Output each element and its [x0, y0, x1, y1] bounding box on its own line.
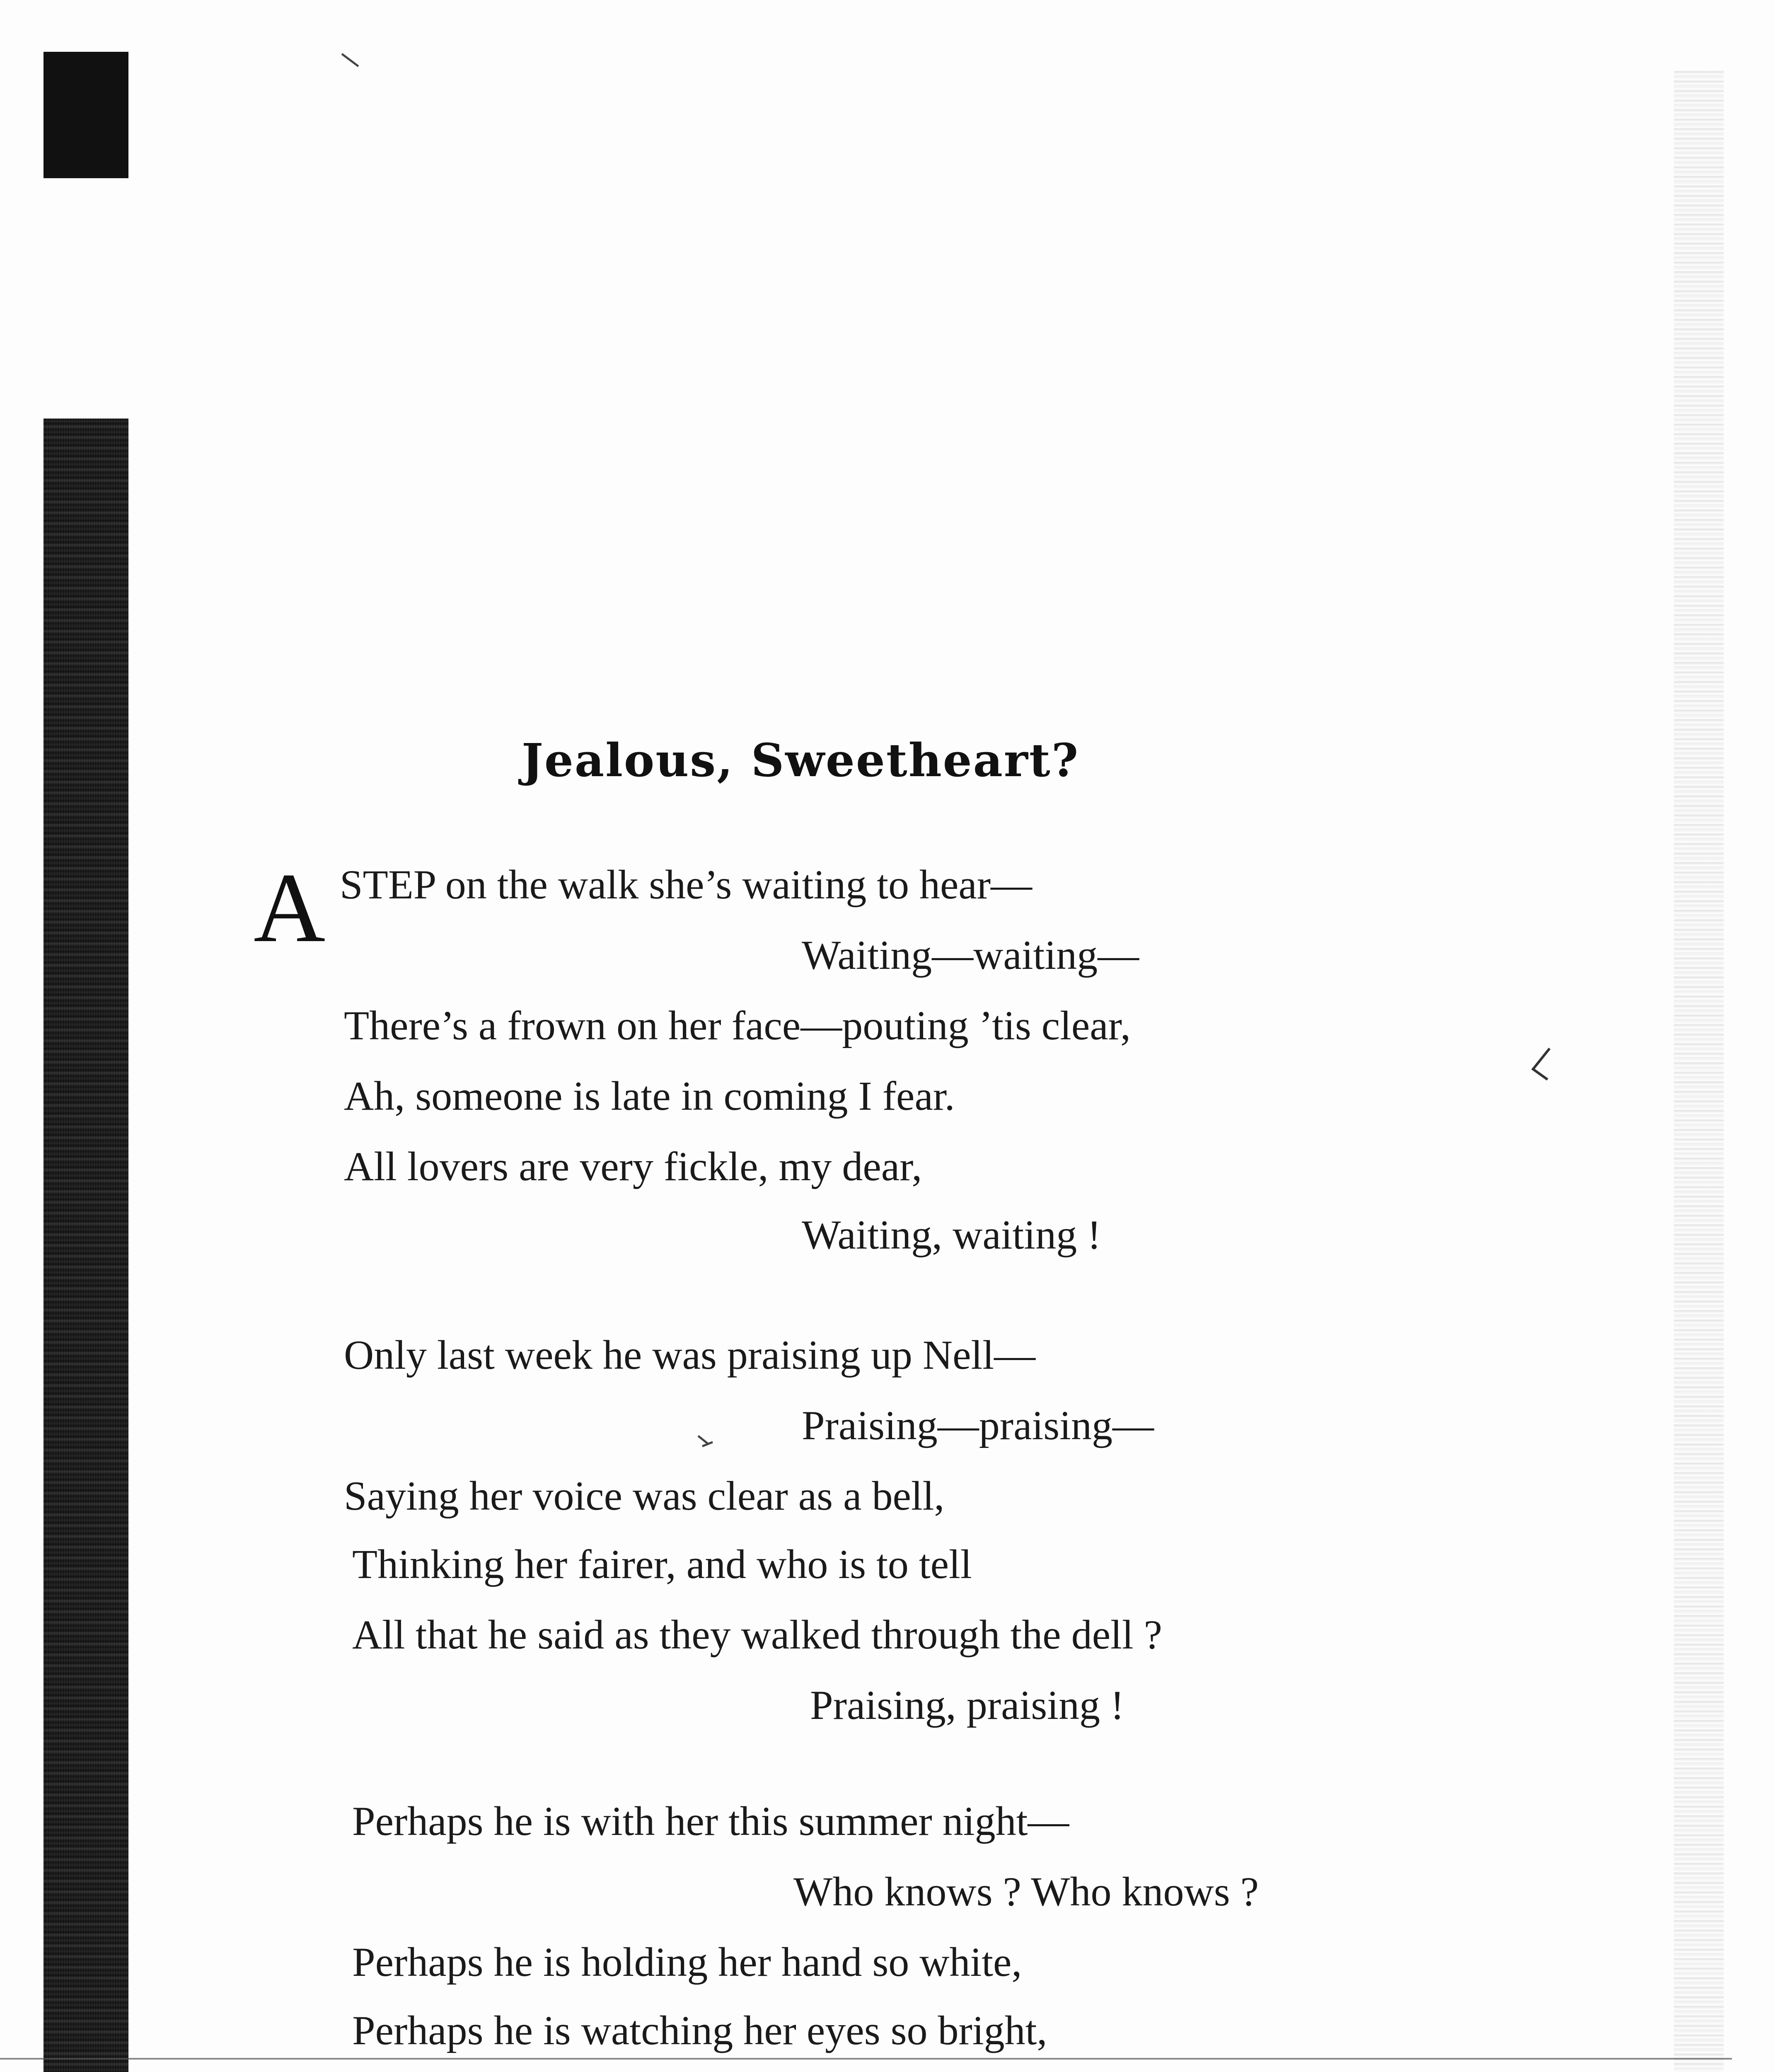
poem-line: All lovers are very fickle, my dear, — [344, 1143, 922, 1189]
stray-mark-icon — [1525, 1044, 1558, 1086]
poem-line: Only last week he was praising up Nell— — [344, 1332, 1036, 1378]
poem-line: Thinking her fairer, and who is to tell — [352, 1541, 972, 1587]
poem-line: STEP on the walk she’s waiting to hear— — [340, 862, 1033, 908]
stray-mark-icon — [340, 50, 365, 75]
drop-cap: A — [254, 852, 326, 963]
poem-line: Waiting—waiting— — [802, 932, 1139, 978]
poem-line: There’s a frown on her face—pouting ’tis clear, — [344, 1002, 1131, 1048]
poem-line: Perhaps he is watching her eyes so bright, — [352, 2007, 1047, 2053]
poem-line: All that he said as they walked through the dell ? — [352, 1612, 1163, 1658]
stray-mark-icon — [694, 1432, 719, 1452]
poem-line: Praising, praising ! — [810, 1682, 1124, 1728]
poem-title: Jealous, Sweetheart? — [521, 733, 1080, 787]
poem-line: Praising—praising— — [802, 1402, 1154, 1448]
poem-line: Waiting, waiting ! — [802, 1212, 1101, 1258]
poem-line: Ah, someone is late in coming I fear. — [344, 1073, 955, 1119]
poem-line: Perhaps he is holding her hand so white, — [352, 1939, 1022, 1985]
poem-line: Perhaps he is with her this summer night— — [352, 1798, 1069, 1844]
poem-line: Who knows ? Who knows ? — [793, 1869, 1259, 1915]
poem-line: Saying her voice was clear as a bell, — [344, 1473, 945, 1519]
